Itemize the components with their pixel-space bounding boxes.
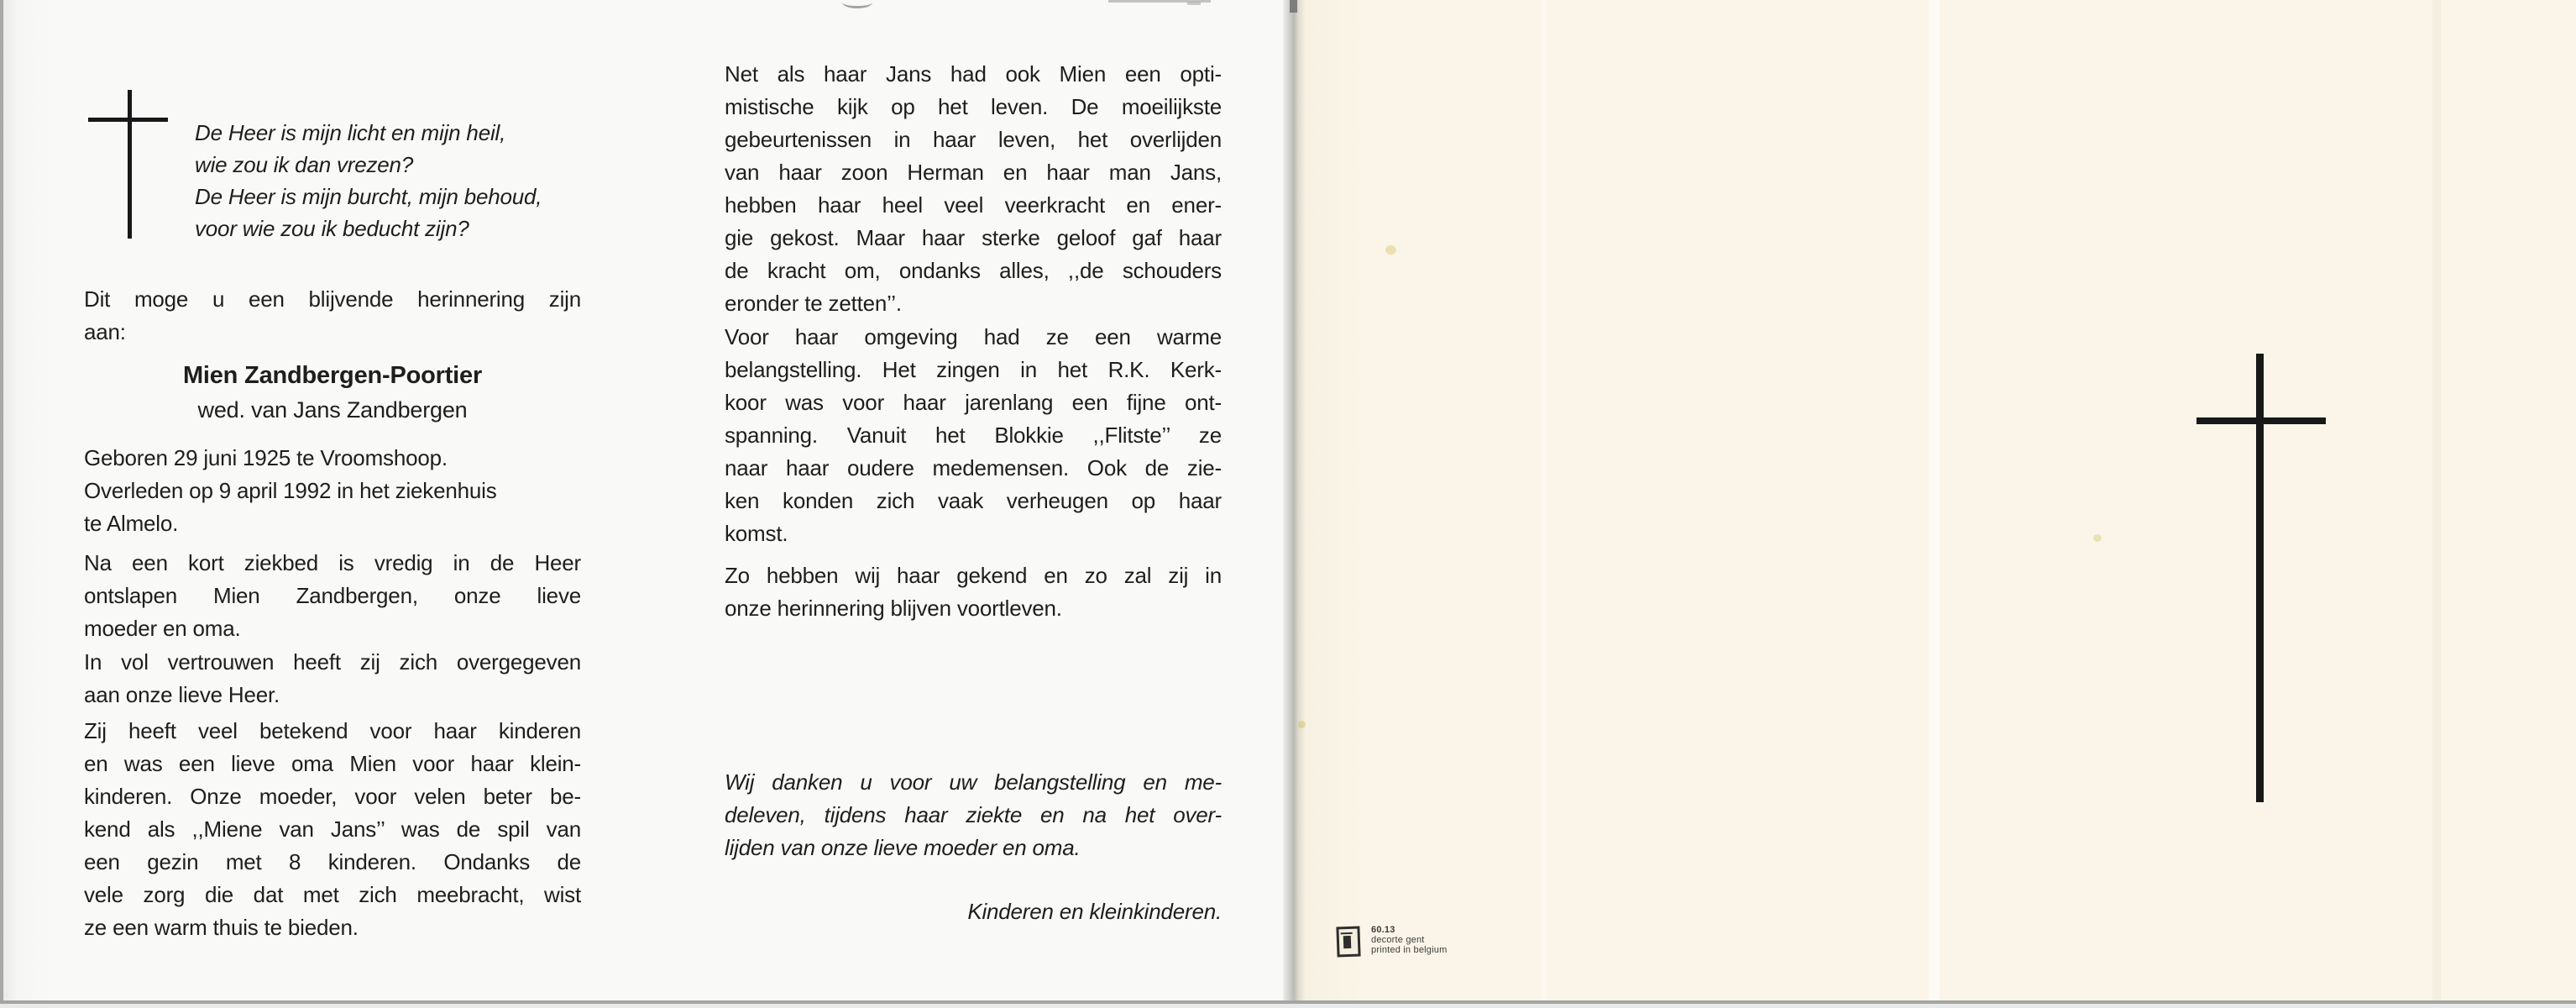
- text-line: gie gekost. Maar haar sterke geloof gaf haar: [725, 225, 1222, 250]
- text-line: aan onze lieve Heer.: [84, 682, 280, 707]
- scan-smudge: [1290, 0, 1297, 13]
- community-paragraph: [725, 321, 1222, 550]
- printer-code: 60.13: [1371, 925, 1395, 935]
- text-line: kend als ,,Miene van Jans’’ was de spil van: [84, 816, 581, 842]
- text-line: Zij heeft veel betekend voor haar kinderen: [84, 718, 581, 743]
- text-line: de kracht om, ondanks alles, ,,de schouders: [725, 258, 1222, 283]
- text-line: Geboren 29 juni 1925 te Vroomshoop.: [84, 445, 448, 470]
- scan-edge-strip: [0, 1004, 2576, 1008]
- text-line: aan:: [84, 319, 126, 344]
- printer-imprint: [1371, 925, 1447, 955]
- cross-icon: [88, 118, 168, 122]
- text-line: koor was voor haar jarenlang een fijne ont-: [725, 390, 1222, 415]
- scan-edge-left: [0, 0, 3, 1002]
- text-line: kinderen. Onze moeder, voor velen beter be-: [84, 784, 581, 809]
- trust-paragraph: [84, 646, 581, 711]
- opening-verse: [195, 117, 665, 244]
- text-line: ze een warm thuis te bieden.: [84, 915, 359, 940]
- text-line: spanning. Vanuit het Blokkie ,,Flitste’’ ze: [725, 423, 1222, 448]
- cross-icon: [2196, 417, 2326, 424]
- memory-paragraph: [725, 559, 1222, 625]
- paper-stain: [1298, 721, 1306, 728]
- signature-line: Kinderen en kleinkinderen.: [967, 899, 1222, 924]
- text-line: onze herinnering blijven voortleven.: [725, 596, 1062, 621]
- printer-logo-fold: [1340, 928, 1352, 934]
- text-line: ken konden zich vaak verheugen op haar: [725, 488, 1222, 513]
- center-fold-shadow: [1283, 0, 1305, 1002]
- text-line: mistische kijk op het leven. De moeilijkste: [725, 94, 1222, 119]
- text-line: De Heer is mijn burcht, mijn behoud,: [195, 184, 542, 209]
- text-line: en was een lieve oma Mien voor haar klein-: [84, 751, 581, 776]
- text-line: Dit moge u een blijvende herinnering zijn: [84, 286, 581, 312]
- text-line: Zo hebben wij haar gekend en zo zal zij in: [725, 563, 1222, 588]
- text-line: Voor haar omgeving had ze een warme: [725, 324, 1222, 349]
- text-line: Net als haar Jans had ook Mien een opti-: [725, 61, 1222, 87]
- cross-icon: [128, 90, 132, 239]
- text-line: komst.: [725, 521, 788, 546]
- text-line: In vol vertrouwen heeft zij zich overgegeven: [84, 649, 581, 675]
- text-line: hebben haar heel veel veerkracht en ener-: [725, 192, 1222, 218]
- printer-name: decorte gent: [1371, 935, 1425, 945]
- birth-death-dates: [84, 442, 581, 540]
- text-line: voor wie zou ik beducht zijn?: [195, 216, 469, 241]
- text-line: lijden van onze lieve moeder en oma.: [725, 835, 1081, 860]
- deceased-name: Mien Zandbergen-Poortier: [182, 362, 483, 389]
- text-line: wie zou ik dan vrezen?: [195, 152, 414, 177]
- printer-logo-icon: [1336, 927, 1360, 958]
- family-paragraph: [84, 715, 581, 944]
- text-line: eronder te zetten’’.: [725, 291, 902, 316]
- text-line: gebeurtenissen in haar leven, het overlijden: [725, 127, 1222, 152]
- printer-logo-inner: [1343, 936, 1352, 948]
- paper-stain: [2093, 534, 2102, 542]
- text-line: moeder en oma.: [84, 616, 241, 641]
- intro-paragraph: [84, 283, 581, 349]
- text-line: van haar zoon Herman en haar man Jans,: [725, 160, 1222, 185]
- scan-smudge: [1187, 2, 1201, 5]
- paper-streak: [1541, 0, 1547, 1002]
- text-line: een gezin met 8 kinderen. Ondanks de: [84, 849, 581, 874]
- text-line: naar haar oudere medemensen. Ook de zie-: [725, 455, 1222, 480]
- text-line: belangstelling. Het zingen in het R.K. Kerk-: [725, 357, 1222, 382]
- text-line: Na een kort ziekbed is vredig in de Heer: [84, 550, 581, 575]
- printer-origin: printed in belgium: [1371, 945, 1448, 955]
- text-line: Wij danken u voor uw belangstelling en me-: [725, 769, 1222, 795]
- thanks-paragraph: [725, 766, 1222, 864]
- paper-stain: [1385, 245, 1396, 255]
- text-line: De Heer is mijn licht en mijn heil,: [195, 120, 506, 145]
- paper-streak: [1929, 0, 1940, 1002]
- paper-streak: [2432, 0, 2441, 1002]
- optimism-paragraph: [725, 58, 1222, 320]
- text-line: ontslapen Mien Zandbergen, onze lieve: [84, 583, 581, 608]
- text-line: Overleden op 9 april 1992 in het ziekenhuis: [84, 478, 497, 503]
- text-line: deleven, tijdens haar ziekte en na het over-: [725, 802, 1222, 827]
- text-line: vele zorg die dat met zich meebracht, wist: [84, 882, 581, 907]
- right-page: [1305, 0, 2576, 1002]
- passing-paragraph: [84, 547, 581, 645]
- text-line: te Almelo.: [84, 511, 179, 536]
- widow-of-line: wed. van Jans Zandbergen: [197, 397, 468, 423]
